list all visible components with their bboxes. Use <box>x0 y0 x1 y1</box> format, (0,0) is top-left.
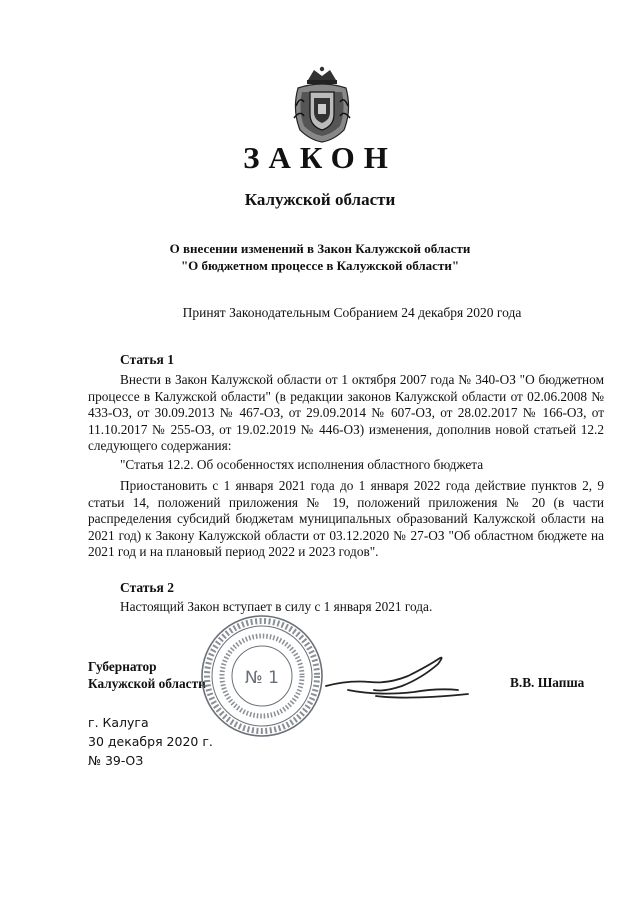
official-stamp-icon <box>198 612 326 740</box>
new-article-text: Приостановить с 1 января 2021 года до 1 января 2022 года действие пунктов 2, 9 статьи 14, положений приложения № 19, положений приложения № 20 (в части распределения субсидий бюджетам муниципальных образований Калужской области на 2021 год) к Закону Калужской области от 03.12.2020 № 27-ОЗ "Об областном бюджете на 2021 год и на плановый период 2022 и 2023 годов". <box>88 478 604 559</box>
new-article-title: "Статья 12.2. Об особенностях исполнения областного бюджета <box>120 457 484 472</box>
city: г. Калуга <box>88 715 149 730</box>
handwritten-signature <box>318 650 478 704</box>
law-name <box>0 240 640 274</box>
article-1-heading: Статья 1 <box>120 352 174 367</box>
place-date-block <box>88 713 213 770</box>
article-1-text: Внести в Закон Калужской области от 1 октября 2007 года № 340-ОЗ "О бюджетном процессе в Калужской области" (в редакции законов Калужской области от 02.06.2008 № 433-ОЗ, от 30.09.2013 № 467-ОЗ, от 29.09.2014 № 607-ОЗ, от 28.02.2017 № 166-ОЗ, от 11.10.2017 № 255-ОЗ, от 19.02.2019 № 446-ОЗ) изменения, дополнив новой статьей 12.2 следующего содержания: <box>88 372 604 453</box>
adoption-note: Принят Законодательным Собранием 24 декабря 2020 года <box>182 305 522 320</box>
stamp-number: № 1 <box>245 668 279 688</box>
law-name-line-1: О внесении изменений в Закон Калужской области <box>169 241 471 256</box>
signing-date: 30 декабря 2020 г. <box>88 734 213 749</box>
document-title: ЗАКОН <box>243 140 397 175</box>
governor-name: В.В. Шапша <box>510 675 585 690</box>
article-2-text: Настоящий Закон вступает в силу с 1 января 2021 года. <box>120 599 433 614</box>
kaluga-coat-of-arms-icon <box>290 66 354 144</box>
law-name-line-2: "О бюджетном процессе в Калужской области" <box>180 258 460 273</box>
governor-title-line-2: Калужской области <box>88 676 206 691</box>
region-subtitle: Калужской области <box>244 190 396 209</box>
article-2-heading: Статья 2 <box>120 580 174 595</box>
governor-title <box>88 658 206 692</box>
governor-title-line-1: Губернатор <box>88 659 157 674</box>
law-number: № 39-ОЗ <box>88 753 144 768</box>
